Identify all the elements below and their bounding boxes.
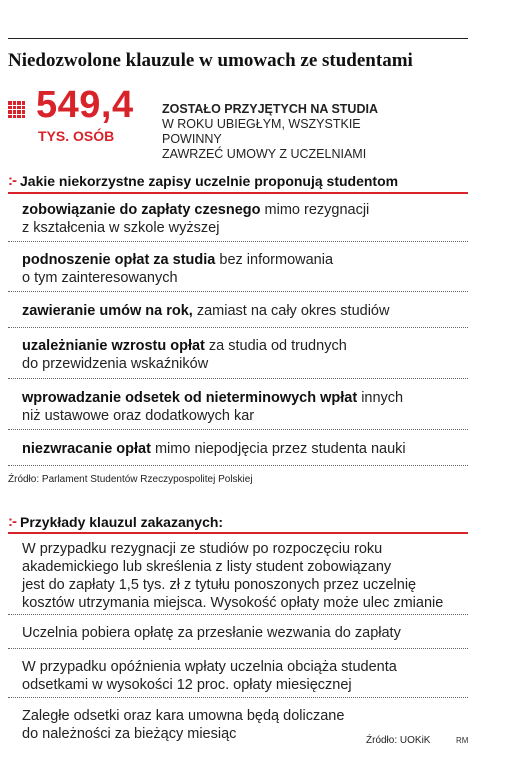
item-bold: zobowiązanie do zapłaty czesnego: [22, 202, 261, 218]
item-text: zamiast na cały okres studiów: [192, 303, 390, 319]
section-rule: [8, 192, 468, 194]
source-note: Źródło: Parlament Studentów Rzeczypospolitej Polskiej: [8, 474, 253, 485]
item-text: kosztów utrzymania miejsca. Wysokość opłaty może ulec zmianie: [22, 595, 444, 611]
list-item: [22, 658, 462, 694]
author-credit: RM: [456, 736, 469, 745]
stat-line: ZAWRZEĆ UMOWY Z UCZELNIAMI: [162, 147, 367, 161]
divider: [8, 465, 468, 466]
page-title: Niedozwolone klauzule w umowach ze studentami: [8, 50, 413, 71]
list-item: [22, 540, 462, 612]
stat-unit: TYS. OSÓB: [38, 128, 115, 144]
source-note: Źródło: UOKiK: [366, 735, 431, 746]
item-text: Zaległe odsetki oraz kara umowna będą doliczane: [22, 708, 345, 724]
divider: [8, 291, 468, 292]
item-bold: podnoszenie opłat za studia: [22, 252, 216, 268]
list-item: [22, 302, 462, 320]
item-text: mimo niepodjęcia przez studenta nauki: [150, 441, 406, 457]
list-item: [22, 251, 462, 287]
divider: [8, 241, 468, 242]
stat-line: W ROKU UBIEGŁYM, WSZYSTKIE POWINNY: [162, 117, 361, 146]
item-text: z kształcenia w szkole wyższej: [22, 220, 220, 236]
divider: [8, 614, 468, 615]
divider: [8, 697, 468, 698]
section-heading-unfair-clauses: [8, 172, 398, 189]
item-text: niż ustawowe oraz dodatkowych kar: [22, 408, 255, 424]
item-text: do należności za bieżący miesiąc: [22, 726, 237, 742]
section-heading-banned-clauses: [8, 513, 223, 530]
list-item: [22, 440, 462, 458]
item-text: o tym zainteresowanych: [22, 270, 178, 286]
divider: [8, 327, 468, 328]
item-bold: uzależnianie wzrostu opłat: [22, 338, 205, 354]
section-marker-icon: :-: [8, 513, 16, 530]
item-bold: niezwracanie opłat: [22, 441, 151, 457]
divider: [8, 648, 468, 649]
section-heading-text: Przykłady klauzul zakazanych:: [20, 513, 224, 530]
item-text: bez informowania: [215, 252, 334, 268]
item-text: za studia od trudnych: [204, 338, 347, 354]
item-bold: wprowadzanie odsetek od nieterminowych wpłat: [22, 390, 358, 406]
divider: [8, 378, 468, 379]
stat-line: ZOSTAŁO PRZYJĘTYCH NA STUDIA: [162, 102, 378, 116]
item-text: odsetkami w wysokości 12 proc. opłaty miesięcznej: [22, 677, 352, 693]
section-heading-text: Jakie niekorzystne zapisy uczelnie proponują studentom: [20, 172, 399, 189]
top-rule: [8, 38, 468, 39]
item-text: Uczelnia pobiera opłatę za przesłanie wezwania do zapłaty: [22, 625, 401, 641]
stat-number: 549,4: [36, 84, 134, 126]
item-text: akademickiego lub skreślenia z listy student zobowiązany: [22, 559, 392, 575]
item-text: innych: [357, 390, 404, 406]
list-item: [22, 337, 462, 373]
item-text: W przypadku rezygnacji ze studiów po rozpoczęciu roku: [22, 541, 383, 557]
grid-icon: [8, 101, 25, 118]
list-item: [22, 201, 462, 237]
item-text: mimo rezygnacji: [260, 202, 370, 218]
section-rule: [8, 532, 468, 534]
divider: [8, 429, 468, 430]
section-marker-icon: :-: [8, 172, 16, 189]
list-item: [22, 624, 462, 642]
item-text: jest do zapłaty 1,5 tys. zł z tytułu ponoszonych przez uczelnię: [22, 577, 417, 593]
item-bold: zawieranie umów na rok,: [22, 303, 193, 319]
item-text: do przewidzenia wskaźników: [22, 356, 209, 372]
list-item: [22, 389, 462, 425]
item-text: W przypadku opóźnienia wpłaty uczelnia obciąża studenta: [22, 659, 397, 675]
stat-description: [162, 102, 422, 162]
